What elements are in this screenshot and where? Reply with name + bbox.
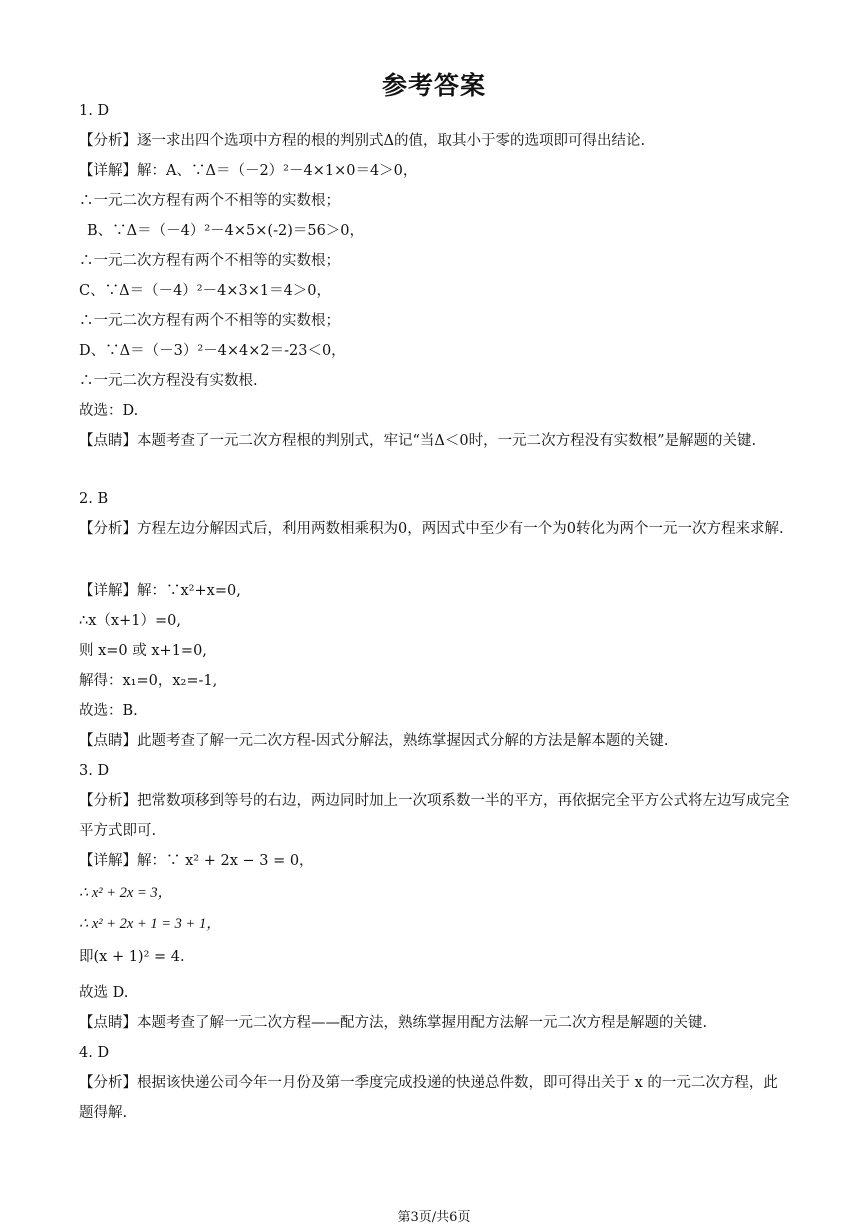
q3-analysis: 【分析】把常数项移到等号的右边，两边同时加上一次项系数一半的平方，再依据完全平方公式将左边写成完全平方式即可. [79,793,790,839]
q3-choice: 故选 D. [79,985,129,1001]
q2-comment: 【点睛】此题考查了解一元二次方程-因式分解法，熟练掌握因式分解的方法是解本题的关键. [79,733,669,749]
q2-analysis: 【分析】方程左边分解因式后，利用两数相乘积为0，两因式中至少有一个为0转化为两个一元一次方程来求解. [79,521,784,537]
q2-answer: 2. B [79,491,109,507]
q2-detail: 【详解】解：∵x²+x=0, [79,583,241,599]
q2-line: 解得：x₁=0，x₂=-1, [79,673,218,689]
q3-comment: 【点睛】本题考查了解一元二次方程——配方法，熟练掌握用配方法解一元二次方程是解题的关键. [79,1015,708,1031]
q2-line: ∴x（x+1）=0, [79,613,181,629]
q4-answer: 4. D [79,1045,110,1061]
q1-line: ∴一元二次方程没有实数根. [79,373,258,389]
q1-line: ∴一元二次方程有两个不相等的实数根； [79,253,340,269]
q3-line: 即(x + 1)² = 4. [79,949,185,965]
q1-line: D、∵Δ＝（－3）²－4×4×2＝-23＜0， [79,343,346,359]
q4-analysis: 【分析】根据该快递公司今年一月份及第一季度完成投递的快递总件数，即可得出关于 x 的一元二次方程，此题得解. [79,1075,778,1121]
q3-detail: 【详解】解：∵ x² + 2x − 3 = 0， [79,853,314,869]
page-footer: 第3页/共6页 [397,1210,471,1225]
q1-detail: 【详解】解：A、∵Δ＝（－2）²－4×1×0＝4＞0， [79,163,418,179]
q3-line: ∴ x² + 2x = 3， [79,885,173,901]
q1-line: ∴一元二次方程有两个不相等的实数根； [79,313,340,329]
q1-comment: 【点睛】本题考查了一元二次方程根的判别式，牢记“当Δ＜0时，一元二次方程没有实数根”是解题的关键. [79,433,757,449]
q1-line: ∴一元二次方程有两个不相等的实数根； [79,193,340,209]
q2-line: 则 x=0 或 x+1=0, [79,643,207,659]
q1-choice: 故选：D. [79,403,139,419]
q1-answer: 1. D [79,103,110,119]
q2-choice: 故选：B. [79,703,138,719]
q1-line: B、∵Δ＝（－4）²－4×5×(-2)＝56＞0， [87,223,365,239]
q1-analysis: 【分析】逐一求出四个选项中方程的根的判别式Δ的值，取其小于零的选项即可得出结论. [79,133,646,149]
q3-answer: 3. D [79,763,110,779]
q1-line: C、∵Δ＝（－4）²－4×3×1＝4＞0， [79,283,332,299]
q3-line: ∴ x² + 2x + 1 = 3 + 1， [79,916,221,932]
page-title: 参考答案 [381,71,486,100]
